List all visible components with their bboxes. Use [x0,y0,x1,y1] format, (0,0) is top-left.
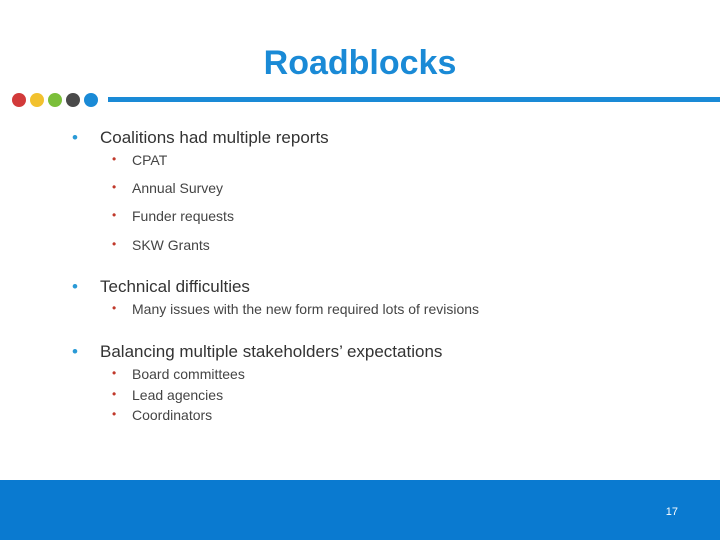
dot-yellow [30,93,44,107]
sub-bullet-text: Annual Survey [132,180,224,196]
bullet-dot: • [112,208,117,222]
bullet-dot: • [112,237,117,251]
page-number: 17 [665,506,678,518]
footer-bar [0,480,720,540]
bullet-dot: • [72,277,78,296]
bullet-dot: • [72,128,78,147]
title-rule [108,97,720,102]
dot-red [12,93,26,107]
sub-bullet-text: SKW Grants [132,237,210,253]
bullet-dot: • [112,407,117,421]
slide-title: Roadblocks [263,44,457,82]
bullet-dot: • [112,152,117,166]
sub-bullet-text: Many issues with the new form required lots of revisions [132,301,480,317]
sub-bullet-text: Lead agencies [132,387,224,403]
bullet-text: Technical difficulties [100,277,250,296]
dot-gray [66,93,80,107]
bullet-text: Coalitions had multiple reports [100,128,329,147]
bullet-dot: • [112,180,117,194]
bullet-dot: • [112,387,117,401]
dot-blue [84,93,98,107]
sub-bullet-text: Coordinators [132,407,213,423]
dot-green [48,93,62,107]
bullet-dot: • [112,366,117,380]
sub-bullet-text: CPAT [132,152,168,168]
sub-bullet-text: Funder requests [132,208,234,224]
bullet-dot: • [112,301,117,315]
bullet-text: Balancing multiple stakeholders’ expectations [100,342,443,361]
bullet-dot: • [72,342,78,361]
sub-bullet-text: Board committees [132,366,245,382]
